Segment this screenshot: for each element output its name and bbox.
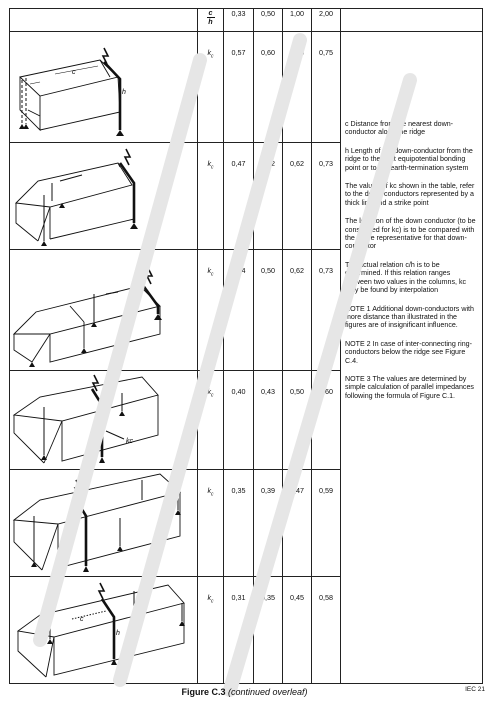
building-drawing-3: [10, 250, 198, 371]
building-drawing-4: [10, 371, 198, 470]
note-location: The location of the down conductor (to be considered for kc) is to be compared with the figure representative for that down-conductor: [345, 217, 476, 251]
kc-table: [9, 8, 483, 684]
note-1: NOTE 1 Additional down-conductors with more distance than illustrated in the figures are of insignificant influence.: [345, 304, 474, 330]
value-cell: 0,47: [224, 143, 254, 250]
value-cell: 0,60: [254, 32, 283, 143]
kc-symbol: $k_c$: [198, 143, 224, 250]
value-cell: 0,58: [312, 577, 341, 684]
label-c: c: [72, 69, 76, 76]
column-header: 1,00: [283, 9, 312, 32]
building-drawing-5: [10, 470, 198, 577]
value-cell: 0,57: [224, 32, 254, 143]
note-3: NOTE 3 The values are determined by simple calculation of parallel impedances following the formula of Figure C.1.: [345, 374, 474, 400]
note-h-definition: h Length of the down-conductor from the ridge to the next equipotential bonding point or to the earth-termination system: [345, 146, 473, 172]
kc-symbol: $k_c$: [198, 371, 224, 470]
figure-caption: [0, 687, 489, 697]
kc-symbol: $k_c$: [198, 250, 224, 371]
value-cell: 0,31: [224, 577, 254, 684]
caption-label: Figure C.3: [181, 687, 226, 697]
building-drawing-6: [10, 577, 198, 684]
value-cell: 0,45: [283, 577, 312, 684]
value-cell: 0,62: [283, 143, 312, 250]
value-cell: 0,35: [224, 470, 254, 577]
value-cell: 0,39: [254, 470, 283, 577]
label-h: h: [122, 89, 126, 96]
header-blank: [10, 9, 198, 32]
table-row: [10, 32, 483, 143]
value-cell: 0,50: [254, 250, 283, 371]
value-cell: 0,40: [224, 371, 254, 470]
value-cell: 0,66: [283, 32, 312, 143]
value-cell: 0,73: [312, 143, 341, 250]
value-cell: 0,47: [283, 470, 312, 577]
value-cell: 0,44: [224, 250, 254, 371]
notes-column: [341, 32, 483, 684]
column-header: 0,33: [224, 9, 254, 32]
kc-symbol: $k_c$: [198, 470, 224, 577]
note-relation: The actual relation c/h is to be determined. If this relation ranges between two values in the columns, kc may be found by interpolation: [345, 260, 467, 295]
value-cell: 0,52: [254, 143, 283, 250]
note-c-definition: c Distance from the nearest down-conductor along the ridge: [345, 120, 454, 137]
value-cell: 0,50: [283, 371, 312, 470]
column-header: 2,00: [312, 9, 341, 32]
value-cell: 0,62: [283, 250, 312, 371]
ratio-denominator: h: [208, 17, 213, 26]
kc-symbol: $k_c$: [198, 577, 224, 684]
value-cell: 0,59: [312, 470, 341, 577]
notes-header-blank: [341, 9, 483, 32]
note-2: NOTE 2 In case of inter-connecting ring-conductors below the ridge see Figure C.4.: [345, 339, 472, 365]
value-cell: 0,60: [312, 371, 341, 470]
value-cell: 0,35: [254, 577, 283, 684]
label-h: h: [116, 630, 120, 637]
ratio-fraction: [207, 9, 215, 26]
note-kc-values: The values of kc shown in the table, refer to the down-conductors represented by a thick line and a strike point: [345, 182, 475, 207]
ratio-header: [198, 9, 224, 32]
kc-symbol: $k_c$: [198, 32, 224, 143]
label-c: c: [80, 616, 84, 623]
column-header: 0,50: [254, 9, 283, 32]
building-drawing-1: [10, 32, 198, 143]
table-header-row: [10, 9, 483, 32]
caption-continued: (continued overleaf): [227, 687, 308, 697]
page-number: IEC 21: [465, 686, 485, 693]
building-drawing-2: [10, 143, 198, 250]
label-kc: kc: [126, 438, 133, 445]
value-cell: 0,73: [312, 250, 341, 371]
ratio-numerator: c: [208, 8, 213, 17]
value-cell: 0,75: [312, 32, 341, 143]
value-cell: 0,43: [254, 371, 283, 470]
